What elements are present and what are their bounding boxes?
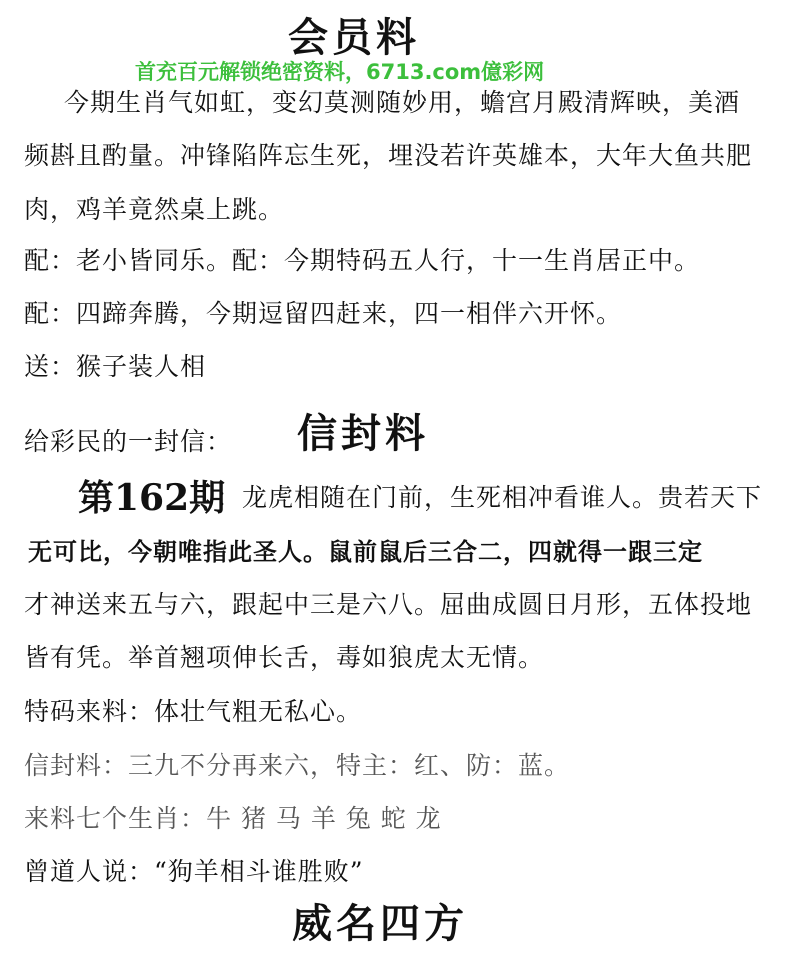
issue-number: 第162期: [78, 477, 226, 519]
issue-text-line-1: ：龙虎相随在门前，生死相冲看谁人。贵若天下: [216, 483, 763, 512]
song-line: 送：猴子装人相: [24, 352, 207, 381]
pei-line-2: 配：四蹄奔腾，今期逗留四赶来，四一相伴六开怀。: [24, 299, 623, 328]
xinfeng-line: 信封料：三九不分再来六，特主：红、防：蓝。: [24, 751, 571, 780]
title-xinfengliao: 信封料: [297, 410, 429, 457]
title-huiyuanliao: 会员料: [288, 14, 420, 61]
issue-text-line-4: 皆有凭。举首翘项伸长舌，毒如狼虎太无情。: [24, 643, 545, 672]
poem-line-1: 今期生肖气如虹，变幻莫测随妙用，蟾宫月殿清辉映，美酒: [64, 88, 741, 117]
letter-label: 给彩民的一封信：: [24, 427, 233, 456]
pei-line-1: 配：老小皆同乐。配：今期特码五人行，十一生肖居正中。: [24, 246, 701, 275]
qige-shengxiao-line: 来料七个生肖：牛 猪 马 羊 兔 蛇 龙: [24, 804, 442, 833]
poem-line-3: 肉，鸡羊竟然桌上跳。: [24, 195, 285, 224]
issue-text-line-3: 才神送来五与六，跟起中三是六八。屈曲成圆日月形，五体投地: [24, 590, 753, 619]
issue-text-line-2: 无可比，今朝唯指此圣人。鼠前鼠后三合二，四就得一跟三定: [28, 537, 703, 566]
tema-line: 特码来料：体壮气粗无私心。: [24, 697, 363, 726]
daoren-line: 曾道人说：“狗羊相斗谁胜败”: [24, 857, 364, 886]
poem-line-2: 频斟且酌量。冲锋陷阵忘生死，埋没若许英雄本，大年大鱼共肥: [24, 141, 753, 170]
watermark-banner: 首充百元解锁绝密资料，6713.com億彩网: [135, 60, 545, 84]
title-weimingsifang: 威名四方: [292, 900, 468, 947]
